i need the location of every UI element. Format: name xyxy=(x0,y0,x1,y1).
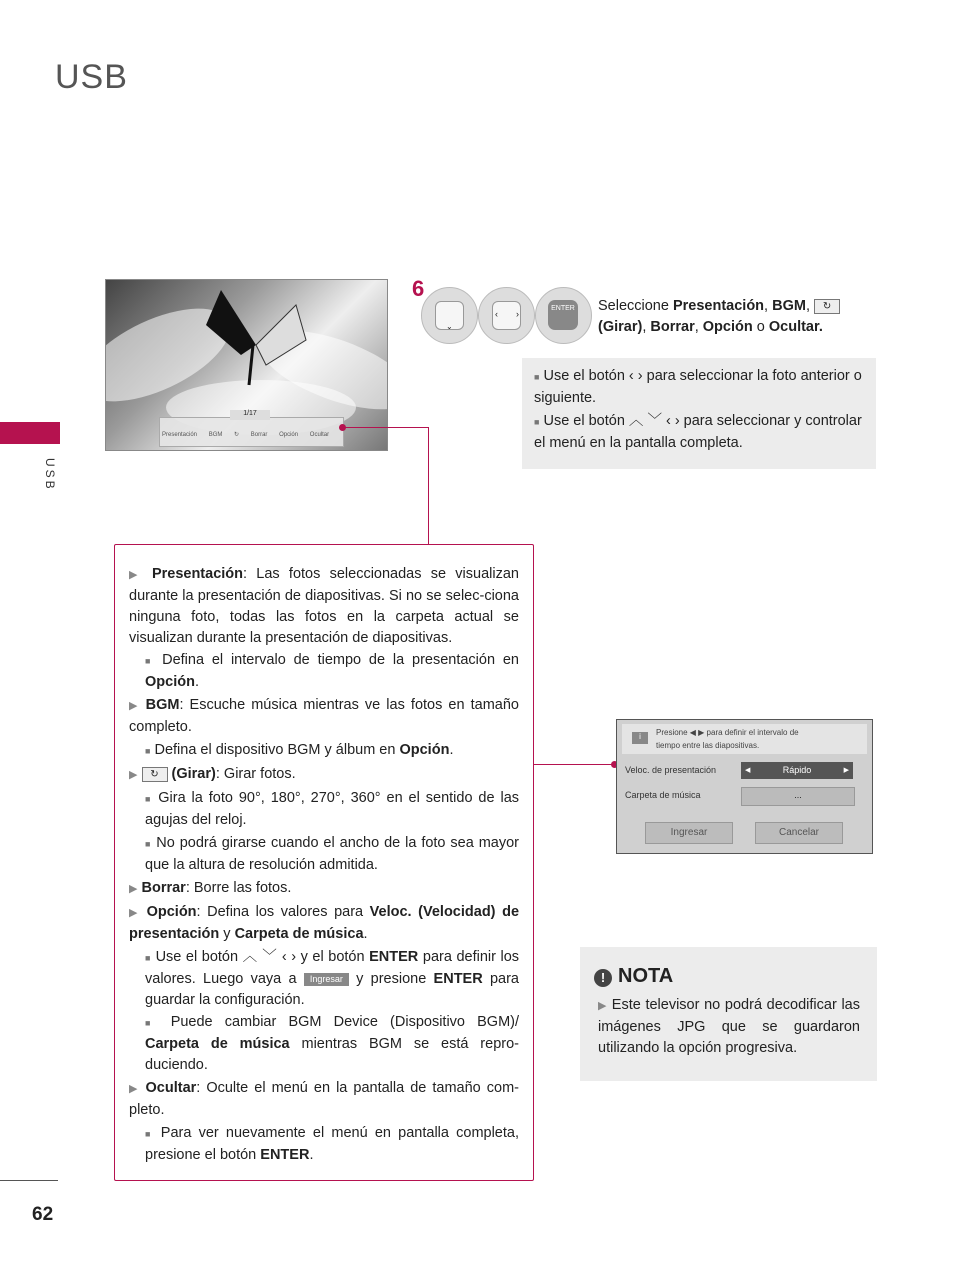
chevron-left-icon: ‹ xyxy=(495,309,498,319)
music-folder-label: Carpeta de música xyxy=(625,790,701,800)
callout-line xyxy=(428,427,429,545)
menu-item-bgm[interactable]: BGM xyxy=(208,432,223,438)
page-number: 62 xyxy=(32,1204,54,1225)
step-instructions: Seleccione Presentación, BGM, ↻ (Girar), Borrar, Opción o Ocultar. xyxy=(598,296,878,338)
ingresar-button[interactable]: Ingresar xyxy=(645,822,733,844)
page-title: USB xyxy=(55,58,128,96)
step-number: 6 xyxy=(412,276,425,301)
dialog-hint: Presione ◀ ▶ para definir el intervalo de tiempo entre las diapositivas. xyxy=(656,728,799,750)
speed-label: Veloc. de presentación xyxy=(625,765,717,775)
butterfly-icon xyxy=(201,285,311,405)
menu-item-ocultar[interactable]: Ocultar xyxy=(309,432,330,438)
enter-label: ENTER xyxy=(548,300,578,330)
callout-line xyxy=(534,764,613,765)
speed-value: Rápido xyxy=(782,765,812,775)
ingresar-tag: Ingresar xyxy=(304,973,349,986)
alert-icon: ! xyxy=(594,969,612,987)
cancelar-button[interactable]: Cancelar xyxy=(755,822,843,844)
description-box: ▶ Presentación: Las fotos seleccionadas se visualizan durante la presentación de diapositivas. Si no se selec-ciona ninguna foto, todas las fotos en la carpeta actual se visualizan durante la presentación de diapositivas. ■ Defina el intervalo de tiempo de la presentación en Opción. ▶ BGM: Escuche música mientras ve las fotos en tamaño completo. ■ Defina el dispositivo BGM y álbum en Opción. ▶ ↻ (Girar): Girar fotos. ■ Gira la foto 90°, 180°, 270°, 360° en el sentido de las agujas del reloj. ■ No podrá girarse cuando el ancho de la foto sea mayor que la altura de resolución admitida. ▶ Borrar: Borre las fotos. ▶ Opción: Defina los valores para Veloc. (Velocidad) de presentación y Carpeta de música. ■ Use el botón ︿ ﹀ ‹ › y el botón ENTER para definir los valores. Luego vaya a Ingresar y presione ENTER para guardar la configuración. ■ Puede cambiar BGM Device (Dispositivo BGM)/ Carpeta de música mientras BGM se está repro-duciendo. ▶ Ocultar: Oculte el menú en la pantalla de tamaño com-pleto. ■ Para ver nuevamente el menú en pantalla completa, presione el botón ENTER. xyxy=(114,544,534,1181)
up-down-button[interactable] xyxy=(421,287,478,344)
arrow-left-icon: ◀ xyxy=(745,767,751,774)
section-tab-marker xyxy=(0,422,60,444)
nota-heading: NOTA xyxy=(618,965,674,987)
photo-counter: 1/17 xyxy=(230,410,270,420)
menu-item-opcion[interactable]: Opción xyxy=(279,432,299,438)
speed-select[interactable] xyxy=(741,762,853,779)
menu-item-presentacion[interactable]: Presentación xyxy=(162,432,198,438)
nota-box: ! NOTA ▶ Este televisor no podrá decodificar las imágenes JPG que se guardaron utilizando la opción progresiva. xyxy=(580,947,877,1081)
menu-item-borrar[interactable]: Borrar xyxy=(250,432,268,438)
chevron-down-icon: ⌄ xyxy=(446,322,453,331)
arrow-right-icon: ▶ xyxy=(843,767,849,774)
info-box: ■ Use el botón ‹ › para seleccionar la foto anterior o siguiente. ■ Use el botón ︿ ﹀ ‹ › para seleccionar y controlar el menú en la pantalla completa. xyxy=(522,358,876,469)
info-icon: i xyxy=(632,732,648,744)
left-right-button[interactable] xyxy=(478,287,535,344)
rotate-icon: ↻ xyxy=(142,767,168,782)
section-side-label: USB xyxy=(43,458,57,492)
info-line-2: Use el botón ︿ ﹀ ‹ › para seleccionar y controlar el menú en la pantalla completa. xyxy=(534,413,862,451)
dialog-header xyxy=(622,724,867,754)
music-folder-field[interactable]: ... xyxy=(741,787,855,806)
option-dialog xyxy=(616,719,873,854)
rotate-icon: ↻ xyxy=(814,299,840,314)
chevron-right-icon: › xyxy=(516,309,519,319)
menu-item-rotate[interactable]: ↻ xyxy=(234,432,240,438)
info-line-1: Use el botón ‹ › para seleccionar la foto anterior o siguiente. xyxy=(534,368,862,406)
footer-rule xyxy=(0,1180,58,1181)
nota-text: Este televisor no podrá decodificar las imágenes JPG que se guardaron utilizando la opción progresiva. xyxy=(598,997,860,1056)
photo-menu-bar xyxy=(159,410,344,447)
callout-line xyxy=(343,427,429,428)
enter-button[interactable] xyxy=(535,287,592,344)
